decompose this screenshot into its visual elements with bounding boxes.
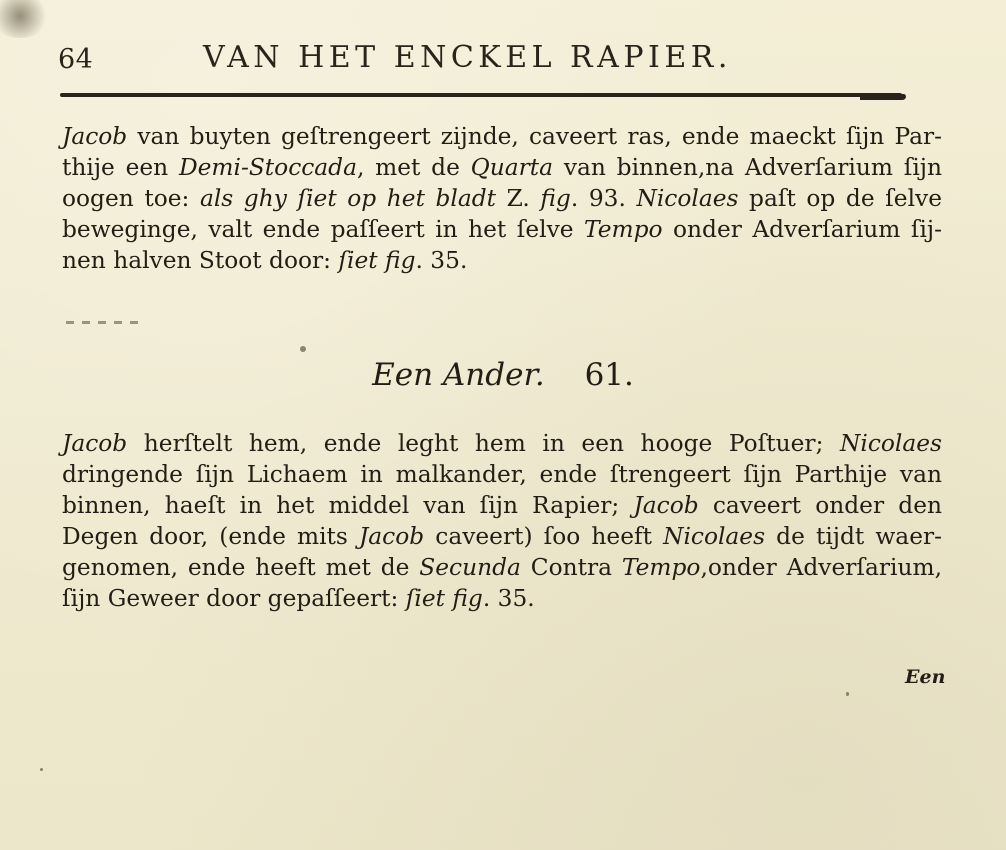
text-line <box>62 121 942 152</box>
roman-run: caveert onder den <box>698 492 942 519</box>
roman-run: oogen toe: <box>62 185 200 212</box>
italic-run: Jacob <box>62 430 128 457</box>
text-line <box>62 183 942 214</box>
roman-run: . 93. <box>570 185 637 212</box>
roman-run: , met de <box>356 154 471 181</box>
italic-run: fig <box>540 185 571 212</box>
roman-run: ,onder Adverſarium, <box>700 554 942 581</box>
paragraph-2 <box>62 428 942 614</box>
italic-run: Jacob <box>62 123 128 150</box>
roman-run: ſijn Geweer door gepaſſeert: <box>62 585 406 612</box>
italic-run: als ghy ſiet op het bladt <box>199 185 497 212</box>
roman-run: . 35. <box>415 247 468 274</box>
section-number: 61. <box>584 357 634 393</box>
roman-run: onder Adverſarium ſij- <box>662 216 942 243</box>
roman-run: de tijdt waer- <box>765 523 942 550</box>
roman-run: . 35. <box>482 585 535 612</box>
ink-spot <box>846 692 849 696</box>
page-header <box>58 38 908 78</box>
italic-run: Demi-Stoccada <box>178 154 357 181</box>
text-line <box>62 583 942 614</box>
header-rule-flourish <box>860 94 906 100</box>
roman-run: binnen, haeſt in het middel van ſijn Rapier; <box>62 492 634 519</box>
page-number: 64 <box>58 44 94 75</box>
italic-run: Tempo <box>621 554 701 581</box>
italic-run: Nicolaes <box>636 185 739 212</box>
section-title: Een Ander. <box>372 357 545 393</box>
italic-run: Nicolaes <box>663 523 766 550</box>
italic-run: Tempo <box>584 216 663 243</box>
roman-run: paſt op de ſelve <box>738 185 942 212</box>
roman-run: van binnen,na Adverſarium ſijn <box>553 154 943 181</box>
faint-dash-marks <box>66 321 146 324</box>
catchword: Een <box>905 666 946 688</box>
roman-run: nen halven Stoot door: <box>62 247 339 274</box>
text-line <box>62 152 942 183</box>
roman-run: Contra <box>520 554 622 581</box>
italic-run: Quarta <box>470 154 554 181</box>
ink-spot <box>300 346 306 352</box>
roman-run: beweginge, valt ende paſſeert in het ſelve <box>62 216 584 243</box>
text-line <box>62 214 942 245</box>
italic-run: ſiet fig <box>338 247 416 274</box>
paragraph-1 <box>62 121 942 276</box>
text-line <box>62 490 942 521</box>
roman-run: Z. <box>496 185 541 212</box>
roman-run: caveert) ſoo heeft <box>424 523 664 550</box>
text-line <box>62 521 942 552</box>
roman-run: van buyten geſtrengeert zijnde, caveert ras, ende maeckt ſijn Par- <box>127 123 942 150</box>
text-line <box>62 245 942 276</box>
italic-run: Jacob <box>358 523 425 550</box>
italic-run: Jacob <box>633 492 699 519</box>
italic-run: Nicolaes <box>840 430 942 457</box>
roman-run: genomen, ende heeft met de <box>62 554 420 581</box>
header-rule <box>60 93 902 97</box>
italic-run: Secunda <box>419 554 521 581</box>
text-line <box>62 552 942 583</box>
roman-run: thije een <box>62 154 179 181</box>
corner-stain <box>0 0 50 38</box>
roman-run: herſtelt hem, ende leght hem in een hooge Poſtuer; <box>127 430 840 457</box>
roman-run: dringende ſijn Lichaem in malkander, ende ſtrengeert ſijn Parthije van <box>62 461 942 488</box>
section-heading <box>0 357 1006 393</box>
ink-spot <box>40 768 43 771</box>
running-head: VAN HET ENCKEL RAPIER. <box>203 40 732 75</box>
italic-run: ſiet fig <box>405 585 483 612</box>
text-line <box>62 459 942 490</box>
text-line <box>62 428 942 459</box>
roman-run: Degen door, (ende mits <box>62 523 359 550</box>
